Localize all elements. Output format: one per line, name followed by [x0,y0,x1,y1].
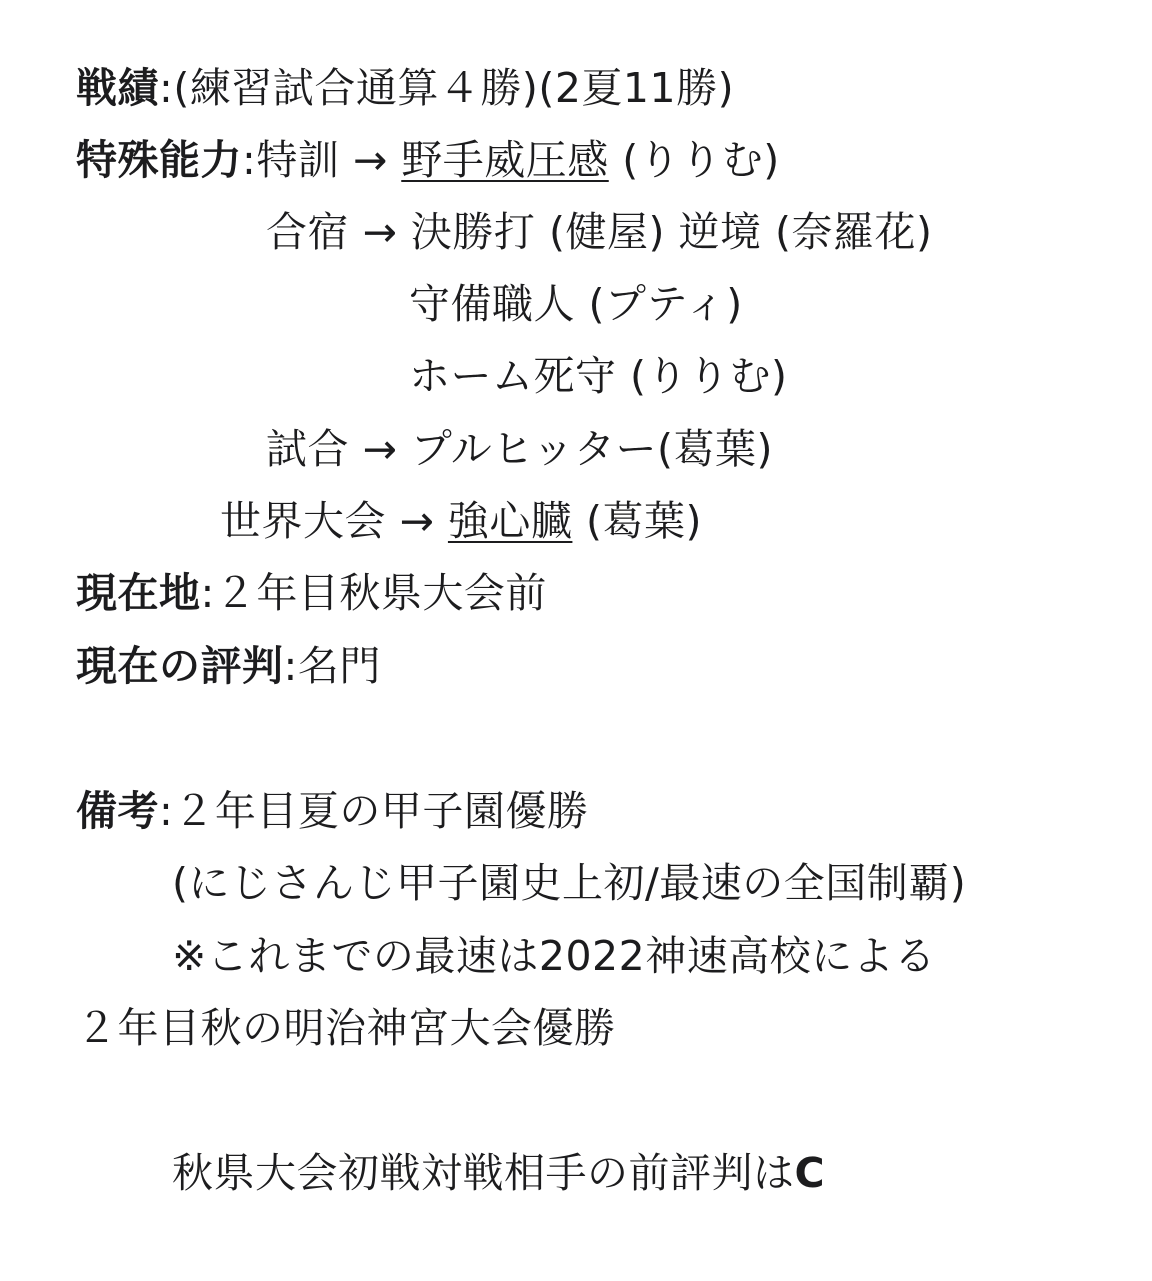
abilities-sep: : [242,136,257,184]
reputation-line [76,640,381,692]
notes-line4: ２年目秋の明治神宮大会優勝 [76,1004,616,1052]
notes-line2-row [172,857,966,909]
camp-text: 決勝打 (健屋) 逆境 (奈羅花) [410,208,933,256]
camp2-text: 守備職人 (プティ) [409,280,743,328]
record-sep: : [159,64,174,112]
camp3-line [409,350,788,402]
notes-line2: (にじさんじ甲子園史上初/最速の全国制覇) [172,859,967,907]
game-prefix: 試合 → [266,425,411,473]
record-line [76,62,734,114]
location-line [76,567,547,619]
reputation-sep: : [283,642,298,690]
notes-line3-row [172,930,936,982]
camp-prefix: 合宿 → [266,208,411,256]
game-line [266,423,773,475]
record-label: 戦績 [76,64,159,112]
notes-line5-grade: C [794,1149,826,1197]
abilities-label: 特殊能力 [76,136,242,184]
camp-line [266,206,933,258]
camp3-text: ホーム死守 (りりむ) [409,352,788,400]
abilities-line [76,134,780,186]
world-line [220,495,702,547]
game-text: プルヒッター(葛葉) [410,425,774,473]
notes-label: 備考 [76,787,159,835]
notes-line1: ２年目夏の甲子園優勝 [173,787,589,835]
world-prefix: 世界大会 → [220,497,448,545]
notes-sep: : [159,787,174,835]
training-suffix: (りりむ) [608,136,780,184]
training-item: 野手威圧感 [401,136,609,184]
location-sep: : [200,569,215,617]
location-label: 現在地 [76,569,201,617]
world-item: 強心臓 [447,497,573,545]
notes-line5-row [172,1147,825,1199]
record-text: (練習試合通算４勝)(2夏11勝) [173,64,735,112]
notes-line3: ※これまでの最速は2022神速高校による [172,932,936,980]
training-prefix: 特訓 → [256,136,402,184]
reputation-text: 名門 [297,642,381,690]
camp2-line [409,278,743,330]
notes-line5-text: 秋県大会初戦対戦相手の前評判は [172,1149,795,1197]
notes-line4-row [76,1002,616,1054]
location-text: ２年目秋県大会前 [214,569,547,617]
notes-line [76,785,588,837]
reputation-label: 現在の評判 [76,642,284,690]
world-suffix: (葛葉) [572,497,702,545]
